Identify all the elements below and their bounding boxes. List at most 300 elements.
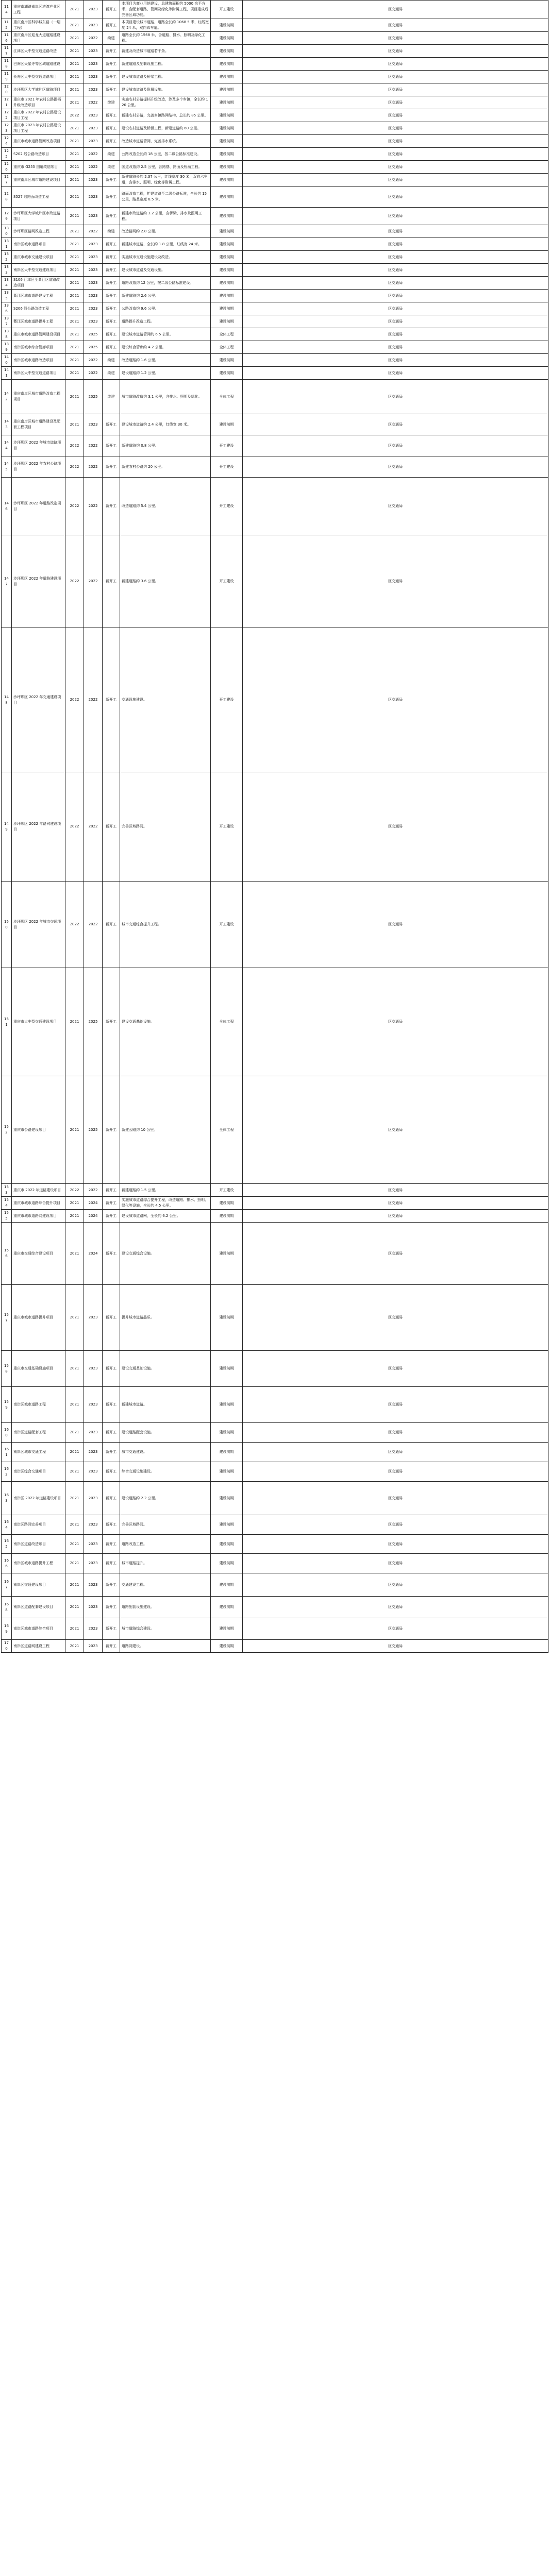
- table-row: [2, 208, 548, 225]
- table-row: [2, 19, 548, 32]
- project-name-cell: 重庆南岸区城市道路建设及配套工程项目: [12, 414, 65, 435]
- status-cell: 新开工: [103, 251, 120, 264]
- row-number-cell: 139: [2, 341, 12, 354]
- department-cell: 区交通局: [243, 1423, 548, 1443]
- end-year-cell: 2025: [84, 1076, 103, 1184]
- start-year-cell: 2021: [65, 83, 84, 96]
- department-cell: 区交通局: [243, 1535, 548, 1554]
- start-year-cell: 2021: [65, 1573, 84, 1597]
- row-number-cell: 118: [2, 58, 12, 71]
- end-year-cell: 2023: [84, 277, 103, 290]
- end-year-cell: 2023: [84, 302, 103, 315]
- end-year-cell: 2022: [84, 32, 103, 45]
- start-year-cell: 2022: [65, 772, 84, 882]
- stage-cell: 建设前期: [211, 122, 243, 135]
- stage-cell: 建设前期: [211, 148, 243, 161]
- department-cell: 区交通局: [243, 628, 548, 772]
- project-name-cell: S106 江津区至綦江区道路改造项目: [12, 277, 65, 290]
- start-year-cell: 2021: [65, 208, 84, 225]
- stage-cell: 开工建设: [211, 1184, 243, 1197]
- status-cell: 新开工: [103, 1285, 120, 1351]
- table-row: [2, 1, 548, 19]
- row-number-cell: 156: [2, 1223, 12, 1285]
- stage-cell: 建设前期: [211, 1462, 243, 1482]
- row-number-cell: 164: [2, 1515, 12, 1535]
- end-year-cell: 2023: [84, 1554, 103, 1573]
- project-content-cell: 完善区域路网。: [120, 772, 211, 882]
- project-content-cell: 新建道路约 0.8 公里。: [120, 435, 211, 456]
- department-cell: 区交通局: [243, 264, 548, 277]
- row-number-cell: 145: [2, 456, 12, 478]
- table-row: [2, 772, 548, 882]
- start-year-cell: 2021: [65, 148, 84, 161]
- end-year-cell: 2022: [84, 535, 103, 628]
- project-content-cell: 道路配套设施建设。: [120, 1597, 211, 1618]
- table-row: [2, 1462, 548, 1482]
- department-cell: 区交通局: [243, 208, 548, 225]
- start-year-cell: 2021: [65, 1076, 84, 1184]
- department-cell: 区交通局: [243, 478, 548, 535]
- row-number-cell: 169: [2, 1618, 12, 1640]
- project-name-cell: 南岸区城市道路改造项目: [12, 354, 65, 367]
- stage-cell: 建设前期: [211, 367, 243, 380]
- end-year-cell: 2022: [84, 435, 103, 456]
- table-row: [2, 414, 548, 435]
- status-cell: 新开工: [103, 435, 120, 456]
- start-year-cell: 2021: [65, 315, 84, 328]
- status-cell: 新开工: [103, 208, 120, 225]
- start-year-cell: 2021: [65, 277, 84, 290]
- department-cell: 区交通局: [243, 968, 548, 1076]
- department-cell: 区交通局: [243, 58, 548, 71]
- stage-cell: 建设前期: [211, 71, 243, 83]
- table-row: [2, 161, 548, 174]
- project-name-cell: 沙坪坝区大学城片区道路项目: [12, 83, 65, 96]
- table-row: [2, 1443, 548, 1462]
- row-number-cell: 117: [2, 45, 12, 58]
- stage-cell: 建设前期: [211, 135, 243, 148]
- start-year-cell: 2022: [65, 882, 84, 968]
- department-cell: 区交通局: [243, 1, 548, 19]
- project-name-cell: 重庆南岸区城市道路建设项目: [12, 174, 65, 187]
- project-content-cell: 城市道路综合建设。: [120, 1618, 211, 1640]
- end-year-cell: 2023: [84, 1482, 103, 1515]
- end-year-cell: 2022: [84, 148, 103, 161]
- status-cell: 新开工: [103, 882, 120, 968]
- department-cell: 区交通局: [243, 315, 548, 328]
- stage-cell: 建设前期: [211, 251, 243, 264]
- project-name-cell: 南岸区城市道路提升工程: [12, 1554, 65, 1573]
- start-year-cell: 2021: [65, 135, 84, 148]
- row-number-cell: 155: [2, 1210, 12, 1223]
- department-cell: 区交通局: [243, 1482, 548, 1515]
- table-row: [2, 251, 548, 264]
- row-number-cell: 162: [2, 1462, 12, 1482]
- table-row: [2, 435, 548, 456]
- row-number-cell: 135: [2, 290, 12, 302]
- department-cell: 区交通局: [243, 161, 548, 174]
- stage-cell: 建设前期: [211, 302, 243, 315]
- project-content-cell: 建设农村道路及桥涵工程，新建道路约 60 公里。: [120, 122, 211, 135]
- project-content-cell: 实施城市交通设施建设及改造。: [120, 251, 211, 264]
- department-cell: 区交通局: [243, 414, 548, 435]
- department-cell: 区交通局: [243, 1387, 548, 1423]
- project-content-cell: 建设城市道路约 2.4 公里，红线宽 30 米。: [120, 414, 211, 435]
- status-cell: 续建: [103, 148, 120, 161]
- status-cell: 新开工: [103, 328, 120, 341]
- status-cell: 新开工: [103, 1184, 120, 1197]
- status-cell: 新开工: [103, 1554, 120, 1573]
- row-number-cell: 167: [2, 1573, 12, 1597]
- row-number-cell: 120: [2, 83, 12, 96]
- department-cell: 区交通局: [243, 435, 548, 456]
- department-cell: 区交通局: [243, 380, 548, 414]
- project-name-cell: 重庆市公路建设项目: [12, 1076, 65, 1184]
- stage-cell: 建设前期: [211, 1351, 243, 1387]
- department-cell: 区交通局: [243, 367, 548, 380]
- row-number-cell: 136: [2, 302, 12, 315]
- row-number-cell: 131: [2, 238, 12, 251]
- department-cell: 区交通局: [243, 341, 548, 354]
- end-year-cell: 2025: [84, 968, 103, 1076]
- project-content-cell: 道路全长约 1568 米，含道路、排水、照明及绿化工程。: [120, 32, 211, 45]
- row-number-cell: 124: [2, 135, 12, 148]
- status-cell: 新开工: [103, 45, 120, 58]
- end-year-cell: 2023: [84, 1515, 103, 1535]
- status-cell: 新开工: [103, 1443, 120, 1462]
- row-number-cell: 114: [2, 1, 12, 19]
- row-number-cell: 140: [2, 354, 12, 367]
- stage-cell: 建设前期: [211, 1482, 243, 1515]
- row-number-cell: 146: [2, 478, 12, 535]
- table-row: [2, 1351, 548, 1387]
- table-row: [2, 1423, 548, 1443]
- status-cell: 新开工: [103, 315, 120, 328]
- table-row: [2, 96, 548, 109]
- end-year-cell: 2024: [84, 1197, 103, 1210]
- department-cell: 区交通局: [243, 96, 548, 109]
- end-year-cell: 2023: [84, 71, 103, 83]
- row-number-cell: 151: [2, 968, 12, 1076]
- start-year-cell: 2021: [65, 968, 84, 1076]
- end-year-cell: 2023: [84, 251, 103, 264]
- table-row: [2, 341, 548, 354]
- start-year-cell: 2021: [65, 58, 84, 71]
- start-year-cell: 2021: [65, 1443, 84, 1462]
- project-name-cell: 南岸区道路网建设工程: [12, 1640, 65, 1653]
- status-cell: 新开工: [103, 1462, 120, 1482]
- table-row: [2, 354, 548, 367]
- stage-cell: 建设前期: [211, 277, 243, 290]
- stage-cell: 建设前期: [211, 208, 243, 225]
- department-cell: 区交通局: [243, 1515, 548, 1535]
- table-row: [2, 264, 548, 277]
- status-cell: 新开工: [103, 238, 120, 251]
- project-content-cell: 国道改造约 2.5 公里，含路基、路面及桥涵工程。: [120, 161, 211, 174]
- table-row: [2, 1210, 548, 1223]
- status-cell: 新开工: [103, 135, 120, 148]
- start-year-cell: 2021: [65, 302, 84, 315]
- stage-cell: 建设前期: [211, 58, 243, 71]
- end-year-cell: 2023: [84, 58, 103, 71]
- end-year-cell: 2023: [84, 290, 103, 302]
- project-name-cell: 南岸区城市交通工程: [12, 1443, 65, 1462]
- end-year-cell: 2022: [84, 478, 103, 535]
- project-content-cell: 建设交通基础设施。: [120, 1351, 211, 1387]
- project-content-cell: 建设综合管廊约 4.2 公里。: [120, 341, 211, 354]
- project-content-cell: 新建道路长约 2.37 公里，红线宽度 30 米，双向六车道，含排水、照明、绿化等附属工程。: [120, 174, 211, 187]
- start-year-cell: 2021: [65, 1387, 84, 1423]
- table-row: [2, 1387, 548, 1423]
- table-row: [2, 456, 548, 478]
- project-name-cell: 沙坪坝区路网改造工程: [12, 225, 65, 238]
- status-cell: 新开工: [103, 19, 120, 32]
- status-cell: 新开工: [103, 1618, 120, 1640]
- stage-cell: 建设前期: [211, 1640, 243, 1653]
- start-year-cell: 2021: [65, 290, 84, 302]
- project-content-cell: 新建道路及配套设施工程。: [120, 58, 211, 71]
- end-year-cell: 2023: [84, 187, 103, 208]
- table-row: [2, 380, 548, 414]
- project-content-cell: 改造路网约 2.8 公里。: [120, 225, 211, 238]
- project-name-cell: 重庆市 2023 年农村公路建设项目工程: [12, 122, 65, 135]
- table-row: [2, 535, 548, 628]
- stage-cell: 开工建设: [211, 478, 243, 535]
- start-year-cell: 2021: [65, 45, 84, 58]
- project-content-cell: 完善区域路网。: [120, 1515, 211, 1535]
- table-row: [2, 367, 548, 380]
- table-row: [2, 148, 548, 161]
- project-content-cell: 新建农村公路约 20 公里。: [120, 456, 211, 478]
- stage-cell: 开工建设: [211, 456, 243, 478]
- end-year-cell: 2023: [84, 122, 103, 135]
- start-year-cell: 2021: [65, 161, 84, 174]
- project-content-cell: 新建及改造城市道路若干条。: [120, 45, 211, 58]
- end-year-cell: 2023: [84, 109, 103, 122]
- status-cell: 新开工: [103, 1597, 120, 1618]
- status-cell: 新开工: [103, 1223, 120, 1285]
- project-name-cell: 重庆南岸区科学城东路（一期工程）: [12, 19, 65, 32]
- table-row: [2, 1076, 548, 1184]
- project-content-cell: 公路改造约 9.6 公里。: [120, 302, 211, 315]
- row-number-cell: 147: [2, 535, 12, 628]
- project-name-cell: S202 线公路改造项目: [12, 148, 65, 161]
- start-year-cell: 2021: [65, 1351, 84, 1387]
- row-number-cell: 130: [2, 225, 12, 238]
- project-name-cell: 重庆市 2022 年农村公路建设项目工程: [12, 109, 65, 122]
- department-cell: 区交通局: [243, 187, 548, 208]
- stage-cell: 建设前期: [211, 1618, 243, 1640]
- project-name-cell: 南岸区城市道路工程: [12, 1387, 65, 1423]
- table-row: [2, 968, 548, 1076]
- project-content-cell: 新建道路约 1.5 公里。: [120, 1184, 211, 1197]
- project-name-cell: 沙坪坝区 2022 年交通建设项目: [12, 628, 65, 772]
- end-year-cell: 2023: [84, 45, 103, 58]
- end-year-cell: 2022: [84, 367, 103, 380]
- department-cell: 区交通局: [243, 1197, 548, 1210]
- department-cell: 区交通局: [243, 83, 548, 96]
- project-content-cell: 改造道路约 5.4 公里。: [120, 478, 211, 535]
- end-year-cell: 2023: [84, 1573, 103, 1597]
- status-cell: 新开工: [103, 1482, 120, 1515]
- status-cell: 新开工: [103, 264, 120, 277]
- stage-cell: 建设前期: [211, 1554, 243, 1573]
- end-year-cell: 2023: [84, 1443, 103, 1462]
- row-number-cell: 142: [2, 380, 12, 414]
- start-year-cell: 2021: [65, 19, 84, 32]
- row-number-cell: 127: [2, 174, 12, 187]
- status-cell: 新开工: [103, 1535, 120, 1554]
- end-year-cell: 2023: [84, 1462, 103, 1482]
- start-year-cell: 2021: [65, 1223, 84, 1285]
- project-content-cell: 建设道路约 1.2 公里。: [120, 367, 211, 380]
- project-name-cell: 重庆市交通基础设施项目: [12, 1351, 65, 1387]
- project-name-cell: 重庆市大中型交通建设项目: [12, 968, 65, 1076]
- status-cell: 新开工: [103, 1197, 120, 1210]
- project-content-cell: 建设城市道路网，全长约 6.2 公里。: [120, 1210, 211, 1223]
- row-number-cell: 148: [2, 628, 12, 772]
- project-content-cell: 实施城市道路综合提升工程，改造道路、排水、照明、绿化等设施，全长约 4.5 公里。: [120, 1197, 211, 1210]
- stage-cell: 建设前期: [211, 1515, 243, 1535]
- start-year-cell: 2022: [65, 628, 84, 772]
- row-number-cell: 152: [2, 1076, 12, 1184]
- row-number-cell: 133: [2, 264, 12, 277]
- status-cell: 新开工: [103, 1640, 120, 1653]
- start-year-cell: 2021: [65, 32, 84, 45]
- department-cell: 区交通局: [243, 1462, 548, 1482]
- row-number-cell: 161: [2, 1443, 12, 1462]
- status-cell: 新开工: [103, 302, 120, 315]
- project-name-cell: 綦江区城市道路建设工程: [12, 290, 65, 302]
- project-name-cell: 重庆市 G255 国道改造项目: [12, 161, 65, 174]
- table-row: [2, 1223, 548, 1285]
- project-name-cell: 重庆市城市道路管网改造项目: [12, 135, 65, 148]
- table-row: [2, 1573, 548, 1597]
- department-cell: 区交通局: [243, 71, 548, 83]
- department-cell: 区交通局: [243, 882, 548, 968]
- project-name-cell: 南岸区道路配套工程: [12, 1423, 65, 1443]
- stage-cell: 建设前期: [211, 1223, 243, 1285]
- end-year-cell: 2022: [84, 772, 103, 882]
- start-year-cell: 2022: [65, 109, 84, 122]
- stage-cell: 开工建设: [211, 1, 243, 19]
- end-year-cell: 2024: [84, 1210, 103, 1223]
- row-number-cell: 138: [2, 328, 12, 341]
- project-content-cell: 新建农村公路，完善乡镇路网结构，总长约 85 公里。: [120, 109, 211, 122]
- stage-cell: 开工建设: [211, 772, 243, 882]
- status-cell: 续建: [103, 32, 120, 45]
- start-year-cell: 2021: [65, 367, 84, 380]
- stage-cell: 开工建设: [211, 882, 243, 968]
- status-cell: 新开工: [103, 1387, 120, 1423]
- project-name-cell: 重庆市 2022 年道路建设项目: [12, 1184, 65, 1197]
- end-year-cell: 2022: [84, 225, 103, 238]
- department-cell: 区交通局: [243, 302, 548, 315]
- end-year-cell: 2023: [84, 19, 103, 32]
- status-cell: 新开工: [103, 968, 120, 1076]
- table-row: [2, 1197, 548, 1210]
- stage-cell: 建设前期: [211, 1210, 243, 1223]
- table-row: [2, 1640, 548, 1653]
- department-cell: 区交通局: [243, 1184, 548, 1197]
- project-name-cell: 南岸区大中型交通道路项目: [12, 367, 65, 380]
- status-cell: 续建: [103, 161, 120, 174]
- start-year-cell: 2021: [65, 414, 84, 435]
- end-year-cell: 2023: [84, 1597, 103, 1618]
- table-row: [2, 135, 548, 148]
- row-number-cell: 115: [2, 19, 12, 32]
- start-year-cell: 2021: [65, 1, 84, 19]
- stage-cell: 建设前期: [211, 225, 243, 238]
- project-content-cell: 城市道路提升。: [120, 1554, 211, 1573]
- project-content-cell: 改造城市道路管网，完善排水系统。: [120, 135, 211, 148]
- stage-cell: 全体工程: [211, 328, 243, 341]
- project-content-cell: 城市道路改造约 3.1 公里，含排水、照明及绿化。: [120, 380, 211, 414]
- start-year-cell: 2021: [65, 1618, 84, 1640]
- status-cell: 续建: [103, 225, 120, 238]
- start-year-cell: 2021: [65, 354, 84, 367]
- end-year-cell: 2022: [84, 161, 103, 174]
- table-row: [2, 1597, 548, 1618]
- table-row: [2, 83, 548, 96]
- end-year-cell: 2023: [84, 414, 103, 435]
- project-content-cell: 改造道路约 1.6 公里。: [120, 354, 211, 367]
- department-cell: 区交通局: [243, 1554, 548, 1573]
- row-number-cell: 144: [2, 435, 12, 456]
- project-name-cell: 沙坪坝区 2022 年道路建设项目: [12, 535, 65, 628]
- project-name-cell: 重庆市城市道路提升项目: [12, 1285, 65, 1351]
- project-name-cell: 江津区大中型交通道路改造: [12, 45, 65, 58]
- end-year-cell: 2023: [84, 174, 103, 187]
- row-number-cell: 137: [2, 315, 12, 328]
- project-name-cell: 长寿区大中型交通道路项目: [12, 71, 65, 83]
- table-row: [2, 1285, 548, 1351]
- end-year-cell: 2023: [84, 1285, 103, 1351]
- start-year-cell: 2021: [65, 1423, 84, 1443]
- project-name-cell: 重庆市城市交通建设项目: [12, 251, 65, 264]
- table-row: [2, 277, 548, 290]
- start-year-cell: 2021: [65, 71, 84, 83]
- status-cell: 新开工: [103, 1351, 120, 1387]
- end-year-cell: 2023: [84, 1640, 103, 1653]
- end-year-cell: 2023: [84, 1387, 103, 1423]
- project-content-cell: 路面改造工程，扩建道路至二级公路标准，全长约 15 公里，路基宽度 8.5 米。: [120, 187, 211, 208]
- status-cell: 新开工: [103, 109, 120, 122]
- row-number-cell: 143: [2, 414, 12, 435]
- row-number-cell: 134: [2, 277, 12, 290]
- status-cell: 新开工: [103, 478, 120, 535]
- project-content-cell: 新建道路约 3.6 公里。: [120, 535, 211, 628]
- project-name-cell: 沙坪坝区 2022 年农村公路项目: [12, 456, 65, 478]
- end-year-cell: 2023: [84, 1618, 103, 1640]
- project-content-cell: 建设城市道路管网约 6.5 公里。: [120, 328, 211, 341]
- row-number-cell: 119: [2, 71, 12, 83]
- project-content-cell: 提升城市道路品质。: [120, 1285, 211, 1351]
- stage-cell: 建设前期: [211, 238, 243, 251]
- department-cell: 区交通局: [243, 1597, 548, 1618]
- status-cell: 新开工: [103, 83, 120, 96]
- project-content-cell: 城市交通建设。: [120, 1443, 211, 1462]
- project-content-cell: 交通设施建设。: [120, 628, 211, 772]
- project-name-cell: 巴南区天星寺等区域道路建设: [12, 58, 65, 71]
- end-year-cell: 2022: [84, 1184, 103, 1197]
- end-year-cell: 2025: [84, 328, 103, 341]
- status-cell: 新开工: [103, 1210, 120, 1223]
- project-content-cell: 公路改造全长约 18 公里，按二级公路标准建设。: [120, 148, 211, 161]
- project-content-cell: 道路改造约 12 公里，按二级公路标准建设。: [120, 277, 211, 290]
- row-number-cell: 159: [2, 1387, 12, 1423]
- project-name-cell: 南岸区道路改造项目: [12, 1535, 65, 1554]
